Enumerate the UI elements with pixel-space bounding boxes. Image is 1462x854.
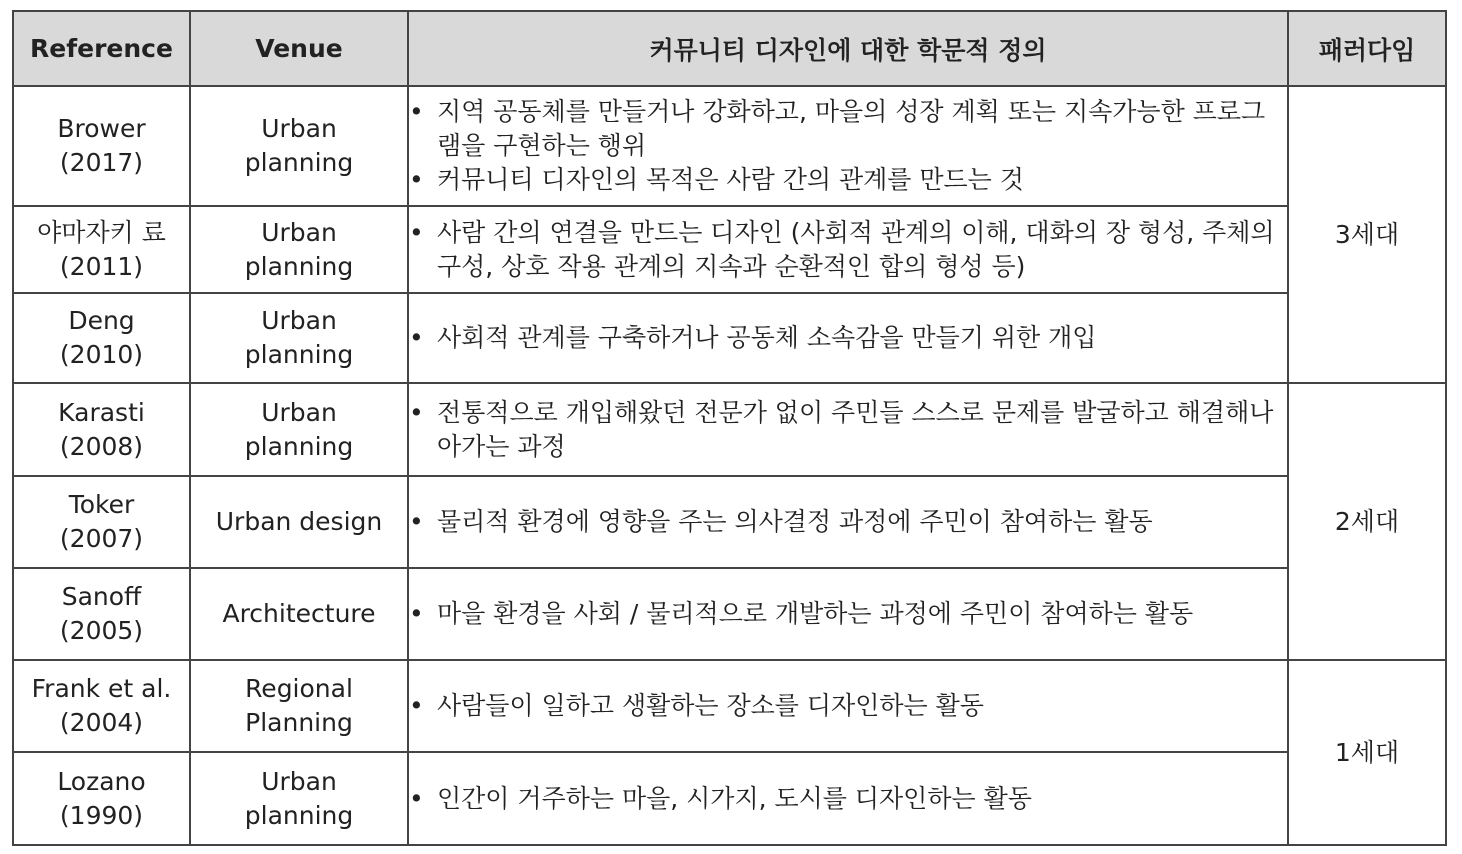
venue-line: Regional xyxy=(245,674,353,703)
venue-cell xyxy=(190,660,408,752)
definition-list xyxy=(409,782,1287,816)
reference-year: (2011) xyxy=(59,251,144,281)
definition-item: • 커뮤니티 디자인의 목적은 사람 간의 관계를 만드는 것 xyxy=(437,163,1287,197)
definition-cell xyxy=(408,752,1288,845)
header-definition: 커뮤니티 디자인에 대한 학문적 정의 xyxy=(408,11,1288,86)
reference-year: (2005) xyxy=(59,616,144,645)
table-row xyxy=(13,476,1446,568)
definition-item: • 지역 공동체를 만들거나 강화하고, 마을의 성장 계획 또는 지속가능한 프로그램을 구현하는 행위 xyxy=(437,95,1287,163)
reference-year: (2017) xyxy=(59,148,144,177)
reference-year: (2007) xyxy=(59,524,144,553)
definition-item: • 물리적 환경에 영향을 주는 의사결정 과정에 주민이 참여하는 활동 xyxy=(437,505,1287,539)
definition-item: • 마을 환경을 사회 / 물리적으로 개발하는 과정에 주민이 참여하는 활동 xyxy=(437,597,1287,631)
header-venue: Venue xyxy=(190,11,408,86)
paradigm-cell-2: 2세대 xyxy=(1288,383,1446,660)
reference-name: Frank et al. xyxy=(31,674,172,703)
venue-cell xyxy=(190,752,408,845)
venue-line: planning xyxy=(244,431,354,461)
reference-name: Lozano xyxy=(57,766,146,796)
definition-list xyxy=(409,505,1287,539)
reference-cell xyxy=(13,383,190,476)
definition-list xyxy=(409,689,1287,723)
definition-list xyxy=(409,95,1287,197)
definition-list xyxy=(409,216,1287,284)
definition-list xyxy=(409,597,1287,631)
definition-cell xyxy=(408,293,1288,383)
definition-table xyxy=(12,10,1447,846)
table-row xyxy=(13,752,1446,845)
reference-cell xyxy=(13,568,190,660)
table-row xyxy=(13,383,1446,476)
definition-cell xyxy=(408,476,1288,568)
venue-line: Urban xyxy=(261,114,337,143)
reference-name: Sanoff xyxy=(61,582,142,611)
definition-list xyxy=(409,396,1287,464)
venue-line: Planning xyxy=(245,708,353,737)
venue-line: planning xyxy=(244,148,354,177)
reference-year: (2010) xyxy=(59,340,144,369)
venue-cell xyxy=(190,293,408,383)
venue-line: Architecture xyxy=(222,599,376,628)
paradigm-cell-3: 3세대 xyxy=(1288,86,1446,383)
table-row xyxy=(13,86,1446,206)
reference-cell xyxy=(13,476,190,568)
definition-cell xyxy=(408,383,1288,476)
venue-line: Urban design xyxy=(215,507,383,536)
definition-cell xyxy=(408,568,1288,660)
venue-cell xyxy=(190,568,408,660)
reference-name: Karasti xyxy=(58,397,145,427)
table-row xyxy=(13,293,1446,383)
venue-cell xyxy=(190,86,408,206)
table-row xyxy=(13,568,1446,660)
definition-item: • 사람 간의 연결을 만드는 디자인 (사회적 관계의 이해, 대화의 장 형성, 주체의 구성, 상호 작용 관계의 지속과 순환적인 합의 형성 등) xyxy=(437,216,1287,284)
venue-line: planning xyxy=(244,251,354,281)
definition-item: • 전통적으로 개입해왔던 전문가 없이 주민들 스스로 문제를 발굴하고 해결해나아가는 과정 xyxy=(437,396,1287,464)
definition-item: • 사람들이 일하고 생활하는 장소를 디자인하는 활동 xyxy=(437,689,1287,723)
reference-name: Deng xyxy=(68,306,135,335)
reference-name: Toker xyxy=(68,490,135,519)
reference-cell xyxy=(13,86,190,206)
reference-name: Brower xyxy=(57,114,146,143)
reference-name: 야마자키 료 xyxy=(37,217,166,247)
venue-line: planning xyxy=(244,800,354,830)
reference-year: (2004) xyxy=(59,708,144,737)
reference-year: (1990) xyxy=(59,800,144,830)
reference-cell xyxy=(13,752,190,845)
reference-cell xyxy=(13,660,190,752)
table-row xyxy=(13,660,1446,752)
definition-cell xyxy=(408,206,1288,293)
definition-item: • 인간이 거주하는 마을, 시가지, 도시를 디자인하는 활동 xyxy=(437,782,1287,816)
reference-year: (2008) xyxy=(59,431,144,461)
venue-cell xyxy=(190,476,408,568)
header-reference: Reference xyxy=(13,11,190,86)
reference-cell xyxy=(13,293,190,383)
definition-cell xyxy=(408,86,1288,206)
table-header-row xyxy=(13,11,1446,86)
venue-line: Urban xyxy=(261,306,337,335)
venue-line: Urban xyxy=(261,397,337,427)
table-row xyxy=(13,206,1446,293)
venue-line: Urban xyxy=(261,217,337,247)
venue-cell xyxy=(190,383,408,476)
definition-list xyxy=(409,321,1287,355)
venue-line: planning xyxy=(244,340,354,369)
header-paradigm: 패러다임 xyxy=(1288,11,1446,86)
paradigm-cell-1: 1세대 xyxy=(1288,660,1446,845)
venue-line: Urban xyxy=(261,766,337,796)
venue-cell xyxy=(190,206,408,293)
definition-cell xyxy=(408,660,1288,752)
definition-item: • 사회적 관계를 구축하거나 공동체 소속감을 만들기 위한 개입 xyxy=(437,321,1287,355)
reference-cell xyxy=(13,206,190,293)
